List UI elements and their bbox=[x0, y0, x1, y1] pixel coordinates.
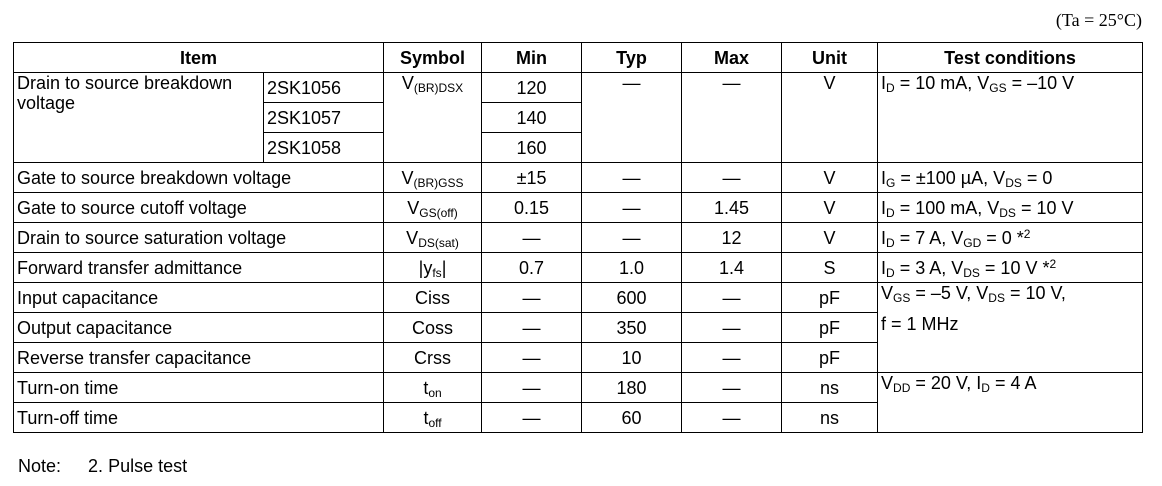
test-condition: $I_D = 10$ mA, $V_{GS} = -10$ V bbox=[878, 73, 1143, 163]
header-min: Min bbox=[482, 43, 582, 73]
max-value: — bbox=[682, 283, 782, 313]
footnote-text: Pulse test bbox=[108, 456, 188, 476]
table-row bbox=[14, 163, 1143, 193]
symbol-cell: $V_{(BR)DSX}$ bbox=[384, 73, 482, 163]
unit-value: pF bbox=[782, 343, 878, 373]
unit-value: S bbox=[782, 253, 878, 283]
item-cell: Input capacitance bbox=[14, 283, 384, 313]
max-value: 1.4 bbox=[682, 253, 782, 283]
ambient-condition: (Ta = 25°C) bbox=[1055, 10, 1142, 30]
header-unit: Unit bbox=[782, 43, 878, 73]
typ-value: 1.0 bbox=[582, 253, 682, 283]
item-cell: Turn-on time bbox=[14, 373, 384, 403]
part-number: 2SK1056 bbox=[264, 73, 384, 103]
max-value: — bbox=[682, 163, 782, 193]
header-max: Max bbox=[682, 43, 782, 73]
unit-value: ns bbox=[782, 403, 878, 433]
min-value: 120 bbox=[482, 73, 582, 103]
header-typ: Typ bbox=[582, 43, 682, 73]
min-value: ±15 bbox=[482, 163, 582, 193]
unit-value: pF bbox=[782, 283, 878, 313]
part-number: 2SK1058 bbox=[264, 133, 384, 163]
test-condition: $V_{GS} = -5$ V, $V_{DS} = 10$ V, f = 1 MHz bbox=[878, 283, 1143, 373]
min-value: 0.15 bbox=[482, 193, 582, 223]
unit-value: V bbox=[782, 73, 878, 163]
footnote-number: 2. bbox=[88, 456, 104, 476]
min-value: 0.7 bbox=[482, 253, 582, 283]
typ-value: 60 bbox=[582, 403, 682, 433]
min-value: — bbox=[482, 313, 582, 343]
typ-value: — bbox=[582, 163, 682, 193]
footnote bbox=[18, 456, 187, 477]
typ-value: 180 bbox=[582, 373, 682, 403]
header-row bbox=[14, 43, 1143, 73]
symbol-cell: Crss bbox=[384, 343, 482, 373]
max-value: — bbox=[682, 373, 782, 403]
item-cell: Turn-off time bbox=[14, 403, 384, 433]
test-condition: $I_G = \pm 100$ µA, $V_{DS} = 0$ bbox=[878, 163, 1143, 193]
test-condition: $I_D = 7$ A, $V_{GD} = 0$ *$^2$ bbox=[878, 223, 1143, 253]
header-item: Item bbox=[14, 43, 384, 73]
typ-value: 10 bbox=[582, 343, 682, 373]
electrical-characteristics-table bbox=[13, 42, 1143, 433]
max-value: 12 bbox=[682, 223, 782, 253]
symbol-cell: Coss bbox=[384, 313, 482, 343]
typ-value: — bbox=[582, 223, 682, 253]
symbol-cell: $t_{off}$ bbox=[384, 403, 482, 433]
typ-value: — bbox=[582, 193, 682, 223]
item-cell: Drain to source breakdown voltage bbox=[14, 73, 264, 163]
test-condition: $I_D = 3$ A, $V_{DS} = 10$ V *$^2$ bbox=[878, 253, 1143, 283]
unit-value: pF bbox=[782, 313, 878, 343]
max-value: — bbox=[682, 403, 782, 433]
header-test-conditions: Test conditions bbox=[878, 43, 1143, 73]
symbol-cell: $V_{GS(off)}$ bbox=[384, 193, 482, 223]
max-value: — bbox=[682, 313, 782, 343]
max-value: — bbox=[682, 73, 782, 163]
symbol-cell: Ciss bbox=[384, 283, 482, 313]
typ-value: 350 bbox=[582, 313, 682, 343]
table-row bbox=[14, 73, 1143, 103]
table-row bbox=[14, 253, 1143, 283]
table-row bbox=[14, 283, 1143, 313]
item-cell: Drain to source saturation voltage bbox=[14, 223, 384, 253]
unit-value: V bbox=[782, 163, 878, 193]
unit-value: ns bbox=[782, 373, 878, 403]
max-value: 1.45 bbox=[682, 193, 782, 223]
part-number: 2SK1057 bbox=[264, 103, 384, 133]
header-symbol: Symbol bbox=[384, 43, 482, 73]
min-value: — bbox=[482, 343, 582, 373]
test-condition: $V_{DD} = 20$ V, $I_D = 4$ A bbox=[878, 373, 1143, 433]
min-value: — bbox=[482, 403, 582, 433]
typ-value: — bbox=[582, 73, 682, 163]
typ-value: 600 bbox=[582, 283, 682, 313]
table-row bbox=[14, 373, 1143, 403]
item-cell: Reverse transfer capacitance bbox=[14, 343, 384, 373]
table-row bbox=[14, 223, 1143, 253]
min-value: 140 bbox=[482, 103, 582, 133]
symbol-cell: $|y_{fs}|$ bbox=[384, 253, 482, 283]
item-cell: Forward transfer admittance bbox=[14, 253, 384, 283]
symbol-cell: $V_{(BR)GSS}$ bbox=[384, 163, 482, 193]
footnote-label: Note: bbox=[18, 456, 62, 476]
min-value: 160 bbox=[482, 133, 582, 163]
item-cell: Output capacitance bbox=[14, 313, 384, 343]
max-value: — bbox=[682, 343, 782, 373]
table-row bbox=[14, 193, 1143, 223]
unit-value: V bbox=[782, 223, 878, 253]
test-condition: $I_D = 100$ mA, $V_{DS} = 10$ V bbox=[878, 193, 1143, 223]
symbol-cell: $V_{DS(sat)}$ bbox=[384, 223, 482, 253]
min-value: — bbox=[482, 223, 582, 253]
unit-value: V bbox=[782, 193, 878, 223]
item-cell: Gate to source breakdown voltage bbox=[14, 163, 384, 193]
symbol-cell: $t_{on}$ bbox=[384, 373, 482, 403]
item-cell: Gate to source cutoff voltage bbox=[14, 193, 384, 223]
min-value: — bbox=[482, 283, 582, 313]
min-value: — bbox=[482, 373, 582, 403]
